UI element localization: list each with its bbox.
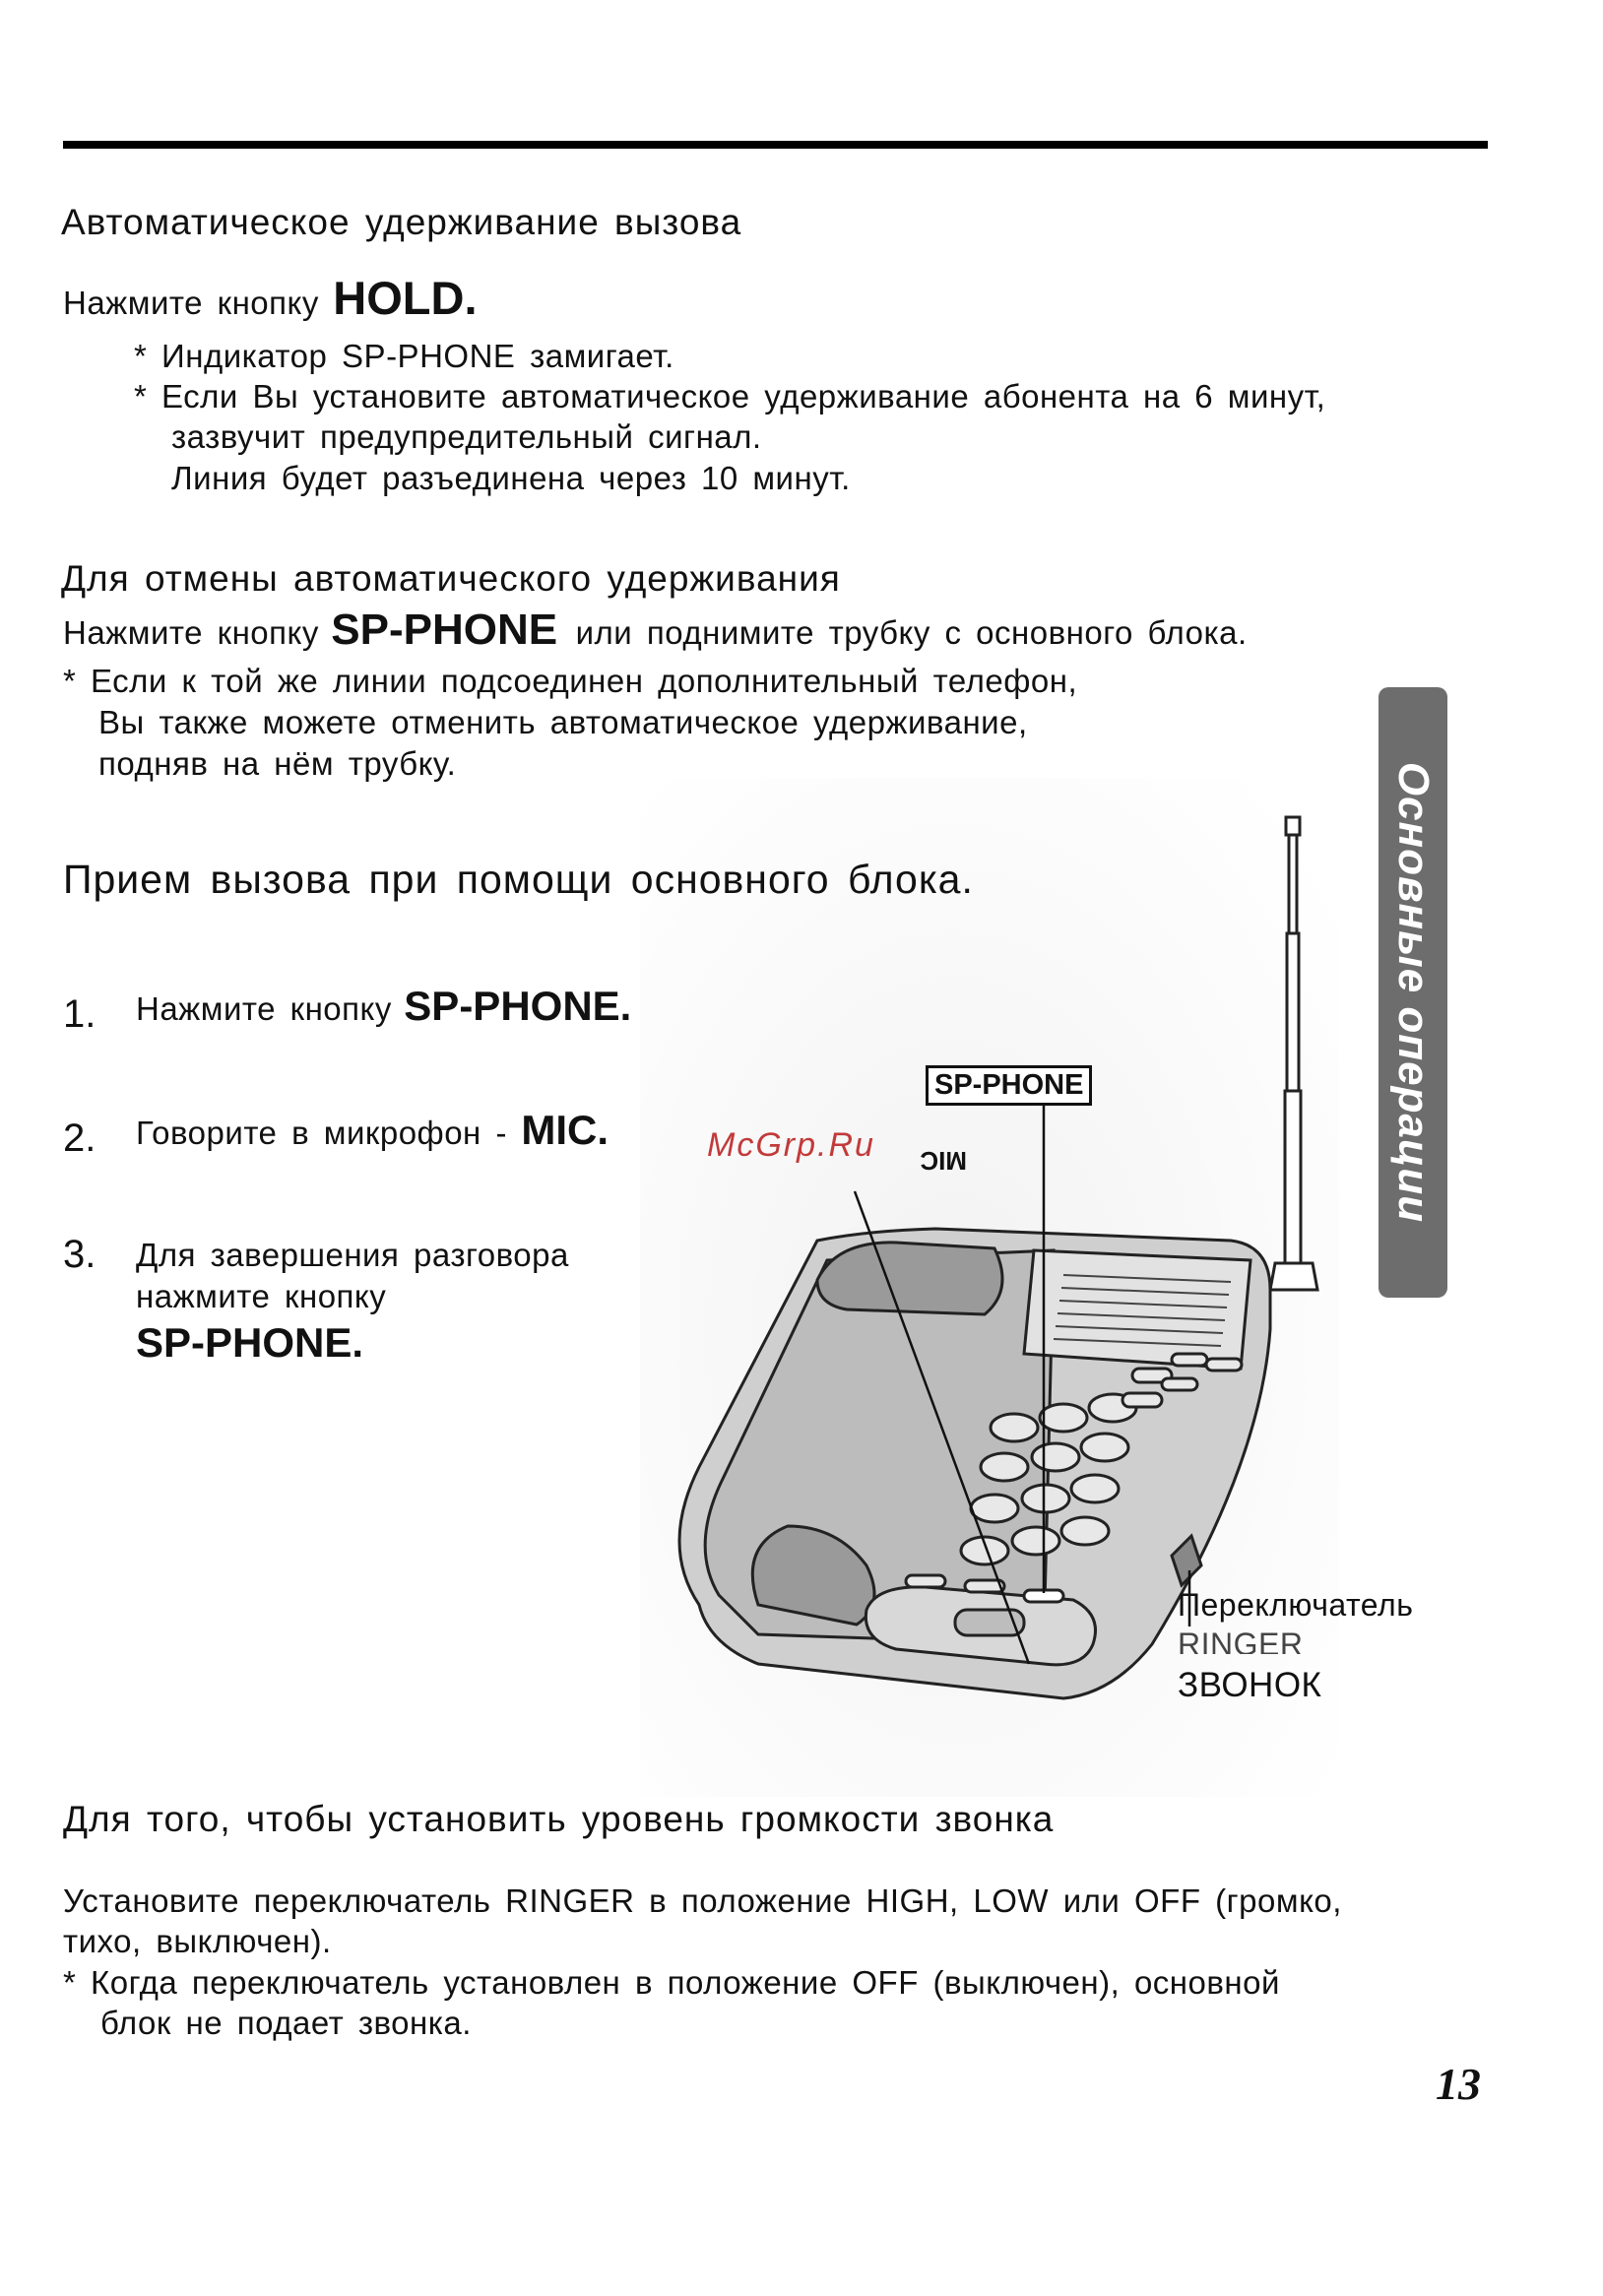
step-3-text: Для завершения разговора xyxy=(136,1237,569,1273)
step-1-text: Нажмите кнопку xyxy=(136,990,392,1027)
auto-hold-note-2-line-2: зазвучит предупредительный сигнал. xyxy=(171,418,762,455)
ringer-volume-note-line-2: блок не подает звонка. xyxy=(100,2005,472,2041)
step-2-button: MIC. xyxy=(521,1107,609,1153)
ringer-volume-note: * Когда переключатель установлен в положение OFF (выключен), основной xyxy=(63,1964,1280,2001)
spphone-button-label: SP-PHONE xyxy=(331,606,558,654)
step-2-number: 2. xyxy=(63,1116,96,1160)
cancel-hold-instruction xyxy=(63,606,1248,655)
cancel-hold-press-rest: или поднимите трубку с основного блока. xyxy=(575,614,1248,651)
auto-hold-press-text: Нажмите кнопку xyxy=(63,285,319,321)
auto-hold-heading: Автоматическое удерживание вызова xyxy=(61,202,742,242)
step-1-button: SP-PHONE. xyxy=(404,983,632,1029)
auto-hold-instruction xyxy=(63,271,478,325)
cancel-hold-note-line-3: подняв на нём трубку. xyxy=(98,745,457,782)
watermark: McGrp.Ru xyxy=(707,1126,875,1164)
hold-button-label: HOLD. xyxy=(333,272,478,324)
ringer-switch-label-ru: ЗВОНОК xyxy=(1178,1666,1322,1704)
ringer-volume-line-1: Установите переключатель RINGER в положение HIGH, LOW или OFF (громко, xyxy=(63,1882,1342,1919)
step-1 xyxy=(136,983,631,1030)
top-rule xyxy=(63,141,1488,149)
page-number: 13 xyxy=(1436,2059,1481,2109)
spphone-callout: SP-PHONE xyxy=(926,1065,1092,1106)
auto-hold-note-2-line-3: Линия будет разъединена через 10 минут. xyxy=(171,460,851,496)
cancel-hold-note-line-2: Вы также можете отменить автоматическое удерживание, xyxy=(98,704,1028,740)
cancel-hold-note: * Если к той же линии подсоединен дополнительный телефон, xyxy=(63,663,1078,699)
ringer-switch-label: Переключатель xyxy=(1178,1587,1414,1623)
step-1-number: 1. xyxy=(63,992,96,1036)
receive-call-heading: Прием вызова при помощи основного блока. xyxy=(63,857,974,902)
auto-hold-note-1: * Индикатор SP-PHONE замигает. xyxy=(134,338,674,374)
side-tab-label: Основные операции xyxy=(1389,761,1438,1224)
cancel-hold-press-text: Нажмите кнопку xyxy=(63,614,319,651)
auto-hold-note-2: * Если Вы установите автоматическое удерживание абонента на 6 минут, xyxy=(134,378,1326,415)
ringer-volume-heading: Для того, чтобы установить уровень громкости звонка xyxy=(63,1799,1055,1839)
step-2-text: Говорите в микрофон - xyxy=(136,1115,507,1151)
step-2 xyxy=(136,1107,609,1154)
ringer-volume-line-2: тихо, выключен). xyxy=(63,1923,332,1959)
mic-label: MIC xyxy=(920,1146,967,1176)
cancel-hold-heading: Для отмены автоматического удерживания xyxy=(61,558,841,599)
step-3-text-line-2: нажмите кнопку xyxy=(136,1278,387,1314)
ringer-switch-label-en: RINGER xyxy=(1178,1626,1304,1654)
step-3-number: 3. xyxy=(63,1233,96,1276)
step-3-button: SP-PHONE. xyxy=(136,1319,364,1366)
